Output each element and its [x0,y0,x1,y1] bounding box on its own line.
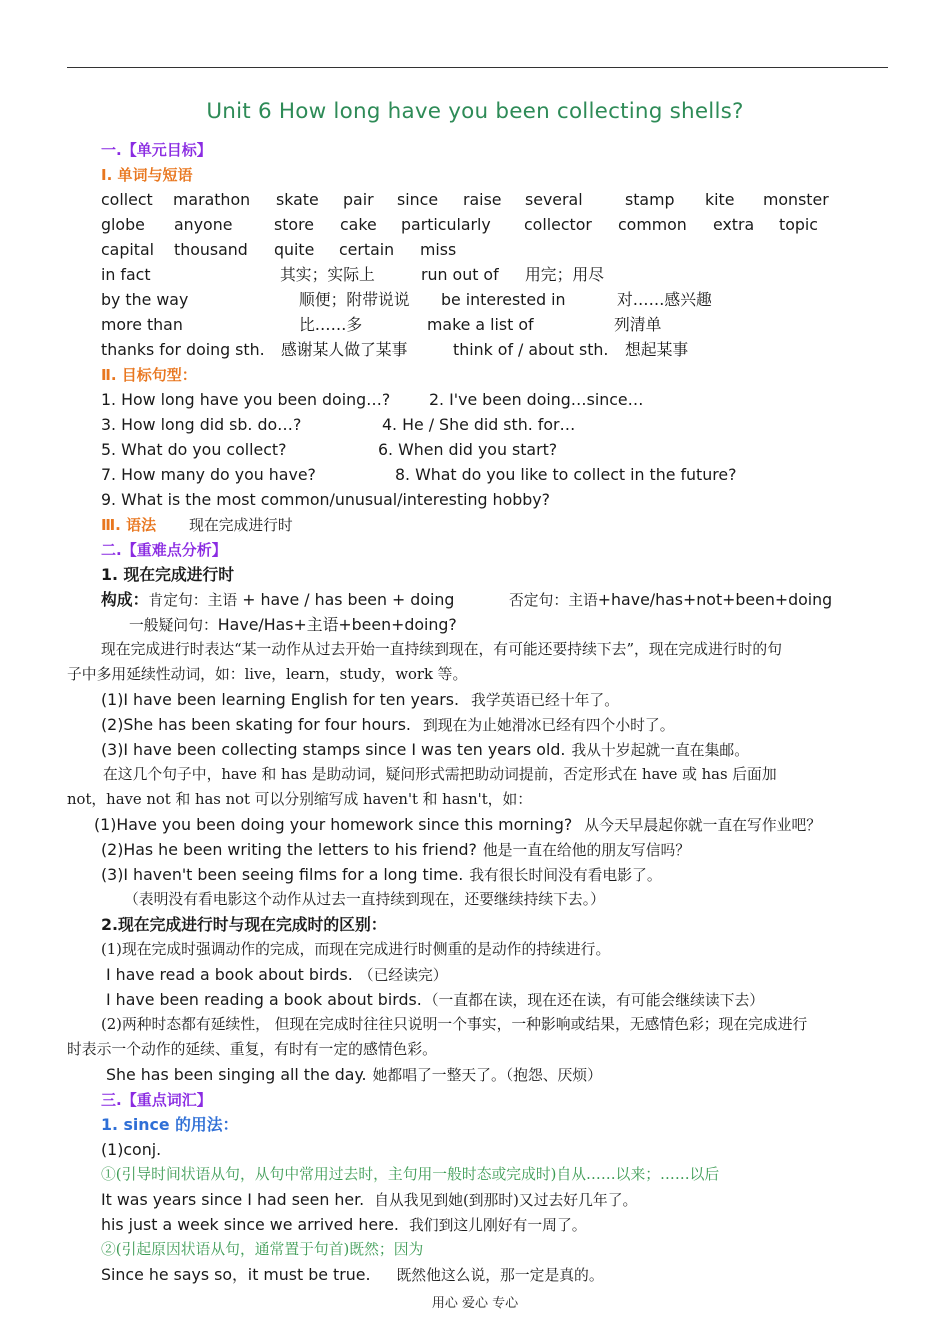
vocab-word: particularly [401,215,491,234]
phrase-cn: 用完；用尽 [525,265,604,284]
example-en: I have read a book about birds. [106,965,353,984]
paragraph-line: 在这几个句子中，have 和 has 是助动词，疑问形式需把助动词提前，否定形式在 have 或 has 后面加 [103,766,777,783]
phrase-en: thanks for doing sth. [101,340,265,359]
phrase-cn: 感谢某人做了某事 [281,340,408,359]
since-usage-2: ②(引起原因状语从句，通常置于句首)既然；因为 [101,1241,424,1258]
analysis-point-2-title: 2.现在完成进行时与现在完成时的区别： [101,915,387,934]
positive-form: + have / has been + doing [237,590,455,609]
example-sentence [106,1064,602,1087]
phrase-en: by the way [101,290,189,309]
vocab-word: cake [340,215,377,234]
example-cn: 到现在为止她滑冰已经有四个小时了。 [422,717,675,734]
example-cn: 我从十岁起就一直在集邮。 [571,742,749,759]
paragraph-line: 时表示一个动作的延续、重复，有时有一定的感情色彩。 [67,1041,437,1058]
target-sentence: 1. How long have you been doing…? [101,390,391,409]
negative-structure [509,589,832,612]
target-sentence: 7. How many do you have? [101,465,316,484]
vocab-word: marathon [173,190,251,209]
vocab-word: topic [779,215,818,234]
vocab-word: certain [339,240,395,259]
page-footer: 用心 爱心 专心 [431,1296,519,1311]
subheading-vocab: Ⅰ. 单词与短语 [101,166,193,184]
since-conj-label: (1)conj. [101,1140,162,1159]
example-sentence [94,814,821,837]
negative-form: +have/has+not+been+doing [597,590,833,609]
example-en: (1)I have been learning English for ten years. [101,690,460,709]
phrase-cn: 列清单 [614,315,662,334]
example-en: (1)Have you been doing your homework since this morning? [94,815,573,834]
question-label: 一般疑问句： [129,617,218,634]
example-sentence [101,864,662,887]
vocab-word: capital [101,240,155,259]
example-en: Since he says so，it must be true. [101,1265,371,1284]
grammar-topic: 现在完成进行时 [189,517,293,534]
negative-label: 否定句：主语 [509,592,598,609]
phrase-en: make a list of [427,315,534,334]
example-cn: （一直都在读，现在还在读，有可能会继续读下去） [423,992,765,1009]
paragraph-line: (1)现在完成时强调动作的完成，而现在完成进行时侧重的是动作的持续进行。 [101,941,611,958]
page-title: Unit 6 How long have you been collecting shells? [206,99,744,124]
example-sentence [101,1214,587,1237]
example-en: I have been reading a book about birds. [106,990,422,1009]
example-cn: 她都唱了一整天了。（抱怨、厌烦） [372,1067,602,1084]
example-sentence [101,714,675,737]
phrase-cn: 想起某事 [625,340,689,359]
vocab-word: collect [101,190,153,209]
vocab-word: thousand [174,240,248,259]
vocab-word: pair [343,190,374,209]
vocab-word: common [618,215,687,234]
question-form: Have/Has+主语+been+doing? [217,615,457,634]
example-cn: （已经读完） [358,967,448,984]
example-sentence [101,1189,637,1212]
example-en: (2)She has been skating for four hours. [101,715,411,734]
target-sentence: 8. What do you like to collect in the future? [395,465,737,484]
vocab-word: stamp [625,190,675,209]
header-rule [67,67,888,68]
section-heading-goals: 一.【单元目标】 [101,141,212,159]
target-sentence: 3. How long did sb. do…? [101,415,302,434]
example-en: (3)I haven't been seeing films for a long time. [101,865,464,884]
example-sentence [101,1264,604,1287]
example-sentence [101,839,690,862]
phrase-en: be interested in [441,290,566,309]
vocab-word: quite [274,240,315,259]
example-en: She has been singing all the day. [106,1065,367,1084]
target-sentence: 4. He / She did sth. for… [382,415,576,434]
example-cn: 自从我见到她(到那时)又过去好几年了。 [374,1192,638,1209]
example-note: （表明没有看电影这个动作从过去一直持续到现在，还要继续持续下去。） [124,891,605,908]
vocab-word: monster [763,190,829,209]
analysis-point-1-title: 1. 现在完成进行时 [101,565,235,584]
example-cn: 从今天早晨起你就一直在写作业吧？ [584,817,822,834]
phrase-cn: 比……多 [299,315,363,334]
example-cn: 我学英语已经十年了。 [471,692,620,709]
example-sentence [106,989,764,1012]
phrase-en: in fact [101,265,151,284]
paragraph-line: (2)两种时态都有延续性， 但现在完成时往往只说明一个事实，一种影响或结果，无感情色彩；现在完成进行 [101,1016,808,1033]
example-cn: 他是一直在给他的朋友写信吗？ [482,842,691,859]
example-sentence [101,689,619,712]
phrase-cn: 对……感兴趣 [617,290,712,309]
target-sentence: 2. I've been doing…since… [429,390,644,409]
example-sentence [106,964,448,987]
paragraph-line: not，have not 和 has not 可以分别缩写成 haven't 和 hasn't，如： [67,791,533,808]
target-sentence: 9. What is the most common/unusual/interesting hobby? [101,490,551,509]
vocab-word: raise [463,190,502,209]
target-sentence: 6. When did you start? [378,440,558,459]
phrase-en: more than [101,315,183,334]
vocab-word: globe [101,215,145,234]
vocab-word: collector [524,215,592,234]
phrase-cn: 顺便；附带说说 [299,290,410,309]
subheading-sentences: Ⅱ. 目标句型： [101,366,197,384]
example-cn: 既然他这么说，那一定是真的。 [396,1267,604,1284]
vocab-word: anyone [174,215,233,234]
target-sentence: 5. What do you collect? [101,440,287,459]
vocab-word: skate [276,190,319,209]
vocab-word: several [525,190,583,209]
structure-line [101,589,454,612]
example-en: It was years since I had seen her. [101,1190,365,1209]
vocab-word: store [274,215,314,234]
vocab-word: kite [705,190,735,209]
phrase-en: think of / about sth. [453,340,609,359]
since-usage-1: ①(引导时间状语从句，从句中常用过去时，主句用一般时态或完成时)自从……以来；……以后 [101,1166,720,1183]
grammar-line [101,514,293,537]
example-en: (2)Has he been writing the letters to his friend? [101,840,477,859]
example-en: his just a week since we arrived here. [101,1215,399,1234]
section-heading-analysis: 二.【重难点分析】 [101,541,227,559]
structure-label: 构成： [101,590,149,609]
example-cn: 我们到这儿刚好有一周了。 [408,1217,587,1234]
vocab-word: extra [713,215,755,234]
example-sentence [101,739,749,762]
section-heading-vocab: 三.【重点词汇】 [101,1091,212,1109]
paragraph-line: 现在完成进行时表达“某一动作从过去开始一直持续到现在，有可能还要持续下去”，现在完成进行时的句 [101,641,782,658]
phrase-en: run out of [421,265,499,284]
example-en: (3)I have been collecting stamps since I was ten years old. [101,740,566,759]
question-structure [129,614,457,637]
phrase-cn: 其实；实际上 [280,265,375,284]
positive-label: 肯定句：主语 [148,592,238,609]
subheading-grammar: Ⅲ. 语法 [101,516,157,534]
vocab-word: miss [420,240,457,259]
example-cn: 我有很长时间没有看电影了。 [469,867,662,884]
since-usage-title: 1. since 的用法： [101,1115,239,1134]
paragraph-line: 子中多用延续性动词，如：live，learn，study，work 等。 [67,666,468,683]
vocab-word: since [397,190,439,209]
